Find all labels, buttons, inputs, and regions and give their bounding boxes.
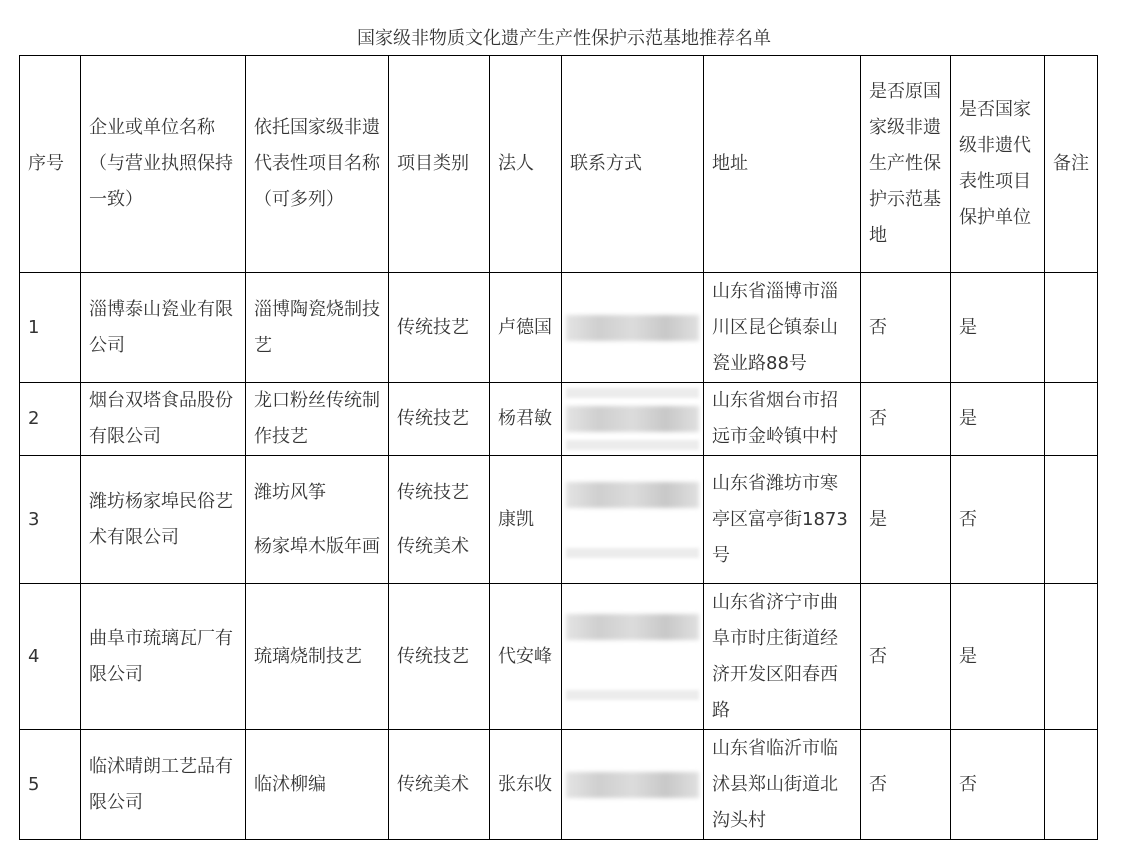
row-is-unit: 否 (951, 730, 1045, 840)
row-category-item: 传统技艺 (397, 481, 469, 503)
row-seq: 5 (20, 730, 81, 840)
row-category: 传统技艺 (389, 584, 490, 730)
row-project: 临沭柳编 (246, 730, 389, 840)
header-company-note: （与营业执照保持一致） (89, 153, 233, 210)
row-category-item: 传统美术 (397, 535, 469, 557)
row-category: 传统技艺 (389, 383, 490, 456)
table-header-row (20, 56, 1098, 273)
table-row (20, 584, 1098, 730)
row-was-base: 否 (861, 584, 951, 730)
row-remark (1045, 584, 1098, 730)
row-contact-redacted (562, 456, 704, 584)
row-seq: 2 (20, 383, 81, 456)
row-project-item: 杨家埠木版年画 (254, 535, 380, 557)
row-contact-redacted (562, 273, 704, 383)
row-category (389, 456, 490, 584)
row-is-unit: 是 (951, 584, 1045, 730)
row-address: 山东省烟台市招远市金岭镇中村 (704, 383, 861, 456)
row-was-base: 否 (861, 273, 951, 383)
row-category: 传统技艺 (389, 273, 490, 383)
header-is-unit: 是否国家级非遗代表性项目保护单位 (951, 56, 1045, 273)
page-title: 国家级非物质文化遗产生产性保护示范基地推荐名单 (357, 28, 771, 49)
row-remark (1045, 730, 1098, 840)
table-row (20, 383, 1098, 456)
row-legal: 张东收 (490, 730, 562, 840)
header-company (81, 56, 246, 273)
row-legal: 康凯 (490, 456, 562, 584)
row-company: 临沭晴朗工艺品有限公司 (81, 730, 246, 840)
row-project: 龙口粉丝传统制作技艺 (246, 383, 389, 456)
recommendation-table (19, 55, 1098, 840)
row-legal: 代安峰 (490, 584, 562, 730)
row-address: 山东省临沂市临沭县郑山街道北沟头村 (704, 730, 861, 840)
row-was-base: 否 (861, 383, 951, 456)
row-contact-redacted (562, 730, 704, 840)
header-address: 地址 (704, 56, 861, 273)
table-row (20, 730, 1098, 840)
row-project: 琉璃烧制技艺 (246, 584, 389, 730)
header-seq: 序号 (20, 56, 81, 273)
row-company: 潍坊杨家埠民俗艺术有限公司 (81, 456, 246, 584)
row-was-base: 否 (861, 730, 951, 840)
row-address: 山东省淄博市淄川区昆仑镇泰山瓷业路88号 (704, 273, 861, 383)
header-category: 项目类别 (389, 56, 490, 273)
header-company-name: 企业或单位名称 (89, 117, 215, 138)
row-seq: 3 (20, 456, 81, 584)
row-contact-redacted (562, 584, 704, 730)
row-company: 淄博泰山瓷业有限公司 (81, 273, 246, 383)
table-row (20, 273, 1098, 383)
row-seq: 1 (20, 273, 81, 383)
row-is-unit: 是 (951, 273, 1045, 383)
row-legal: 杨君敏 (490, 383, 562, 456)
row-was-base: 是 (861, 456, 951, 584)
row-category: 传统美术 (389, 730, 490, 840)
row-remark (1045, 273, 1098, 383)
header-legal: 法人 (490, 56, 562, 273)
row-project (246, 456, 389, 584)
row-address: 山东省潍坊市寒亭区富亭街1873号 (704, 456, 861, 584)
row-seq: 4 (20, 584, 81, 730)
table-row (20, 456, 1098, 584)
row-project: 淄博陶瓷烧制技艺 (246, 273, 389, 383)
row-company: 曲阜市琉璃瓦厂有限公司 (81, 584, 246, 730)
header-project: 依托国家级非遗代表性项目名称（可多列） (246, 56, 389, 273)
row-legal: 卢德国 (490, 273, 562, 383)
row-company: 烟台双塔食品股份有限公司 (81, 383, 246, 456)
row-is-unit: 是 (951, 383, 1045, 456)
row-project-item: 潍坊风筝 (254, 481, 326, 503)
row-remark (1045, 383, 1098, 456)
row-contact-redacted (562, 383, 704, 456)
header-was-base: 是否原国家级非遗生产性保护示范基地 (861, 56, 951, 273)
row-remark (1045, 456, 1098, 584)
row-is-unit: 否 (951, 456, 1045, 584)
header-remark: 备注 (1045, 56, 1098, 273)
header-contact: 联系方式 (562, 56, 704, 273)
row-address: 山东省济宁市曲阜市时庄街道经济开发区阳春西路 (704, 584, 861, 730)
